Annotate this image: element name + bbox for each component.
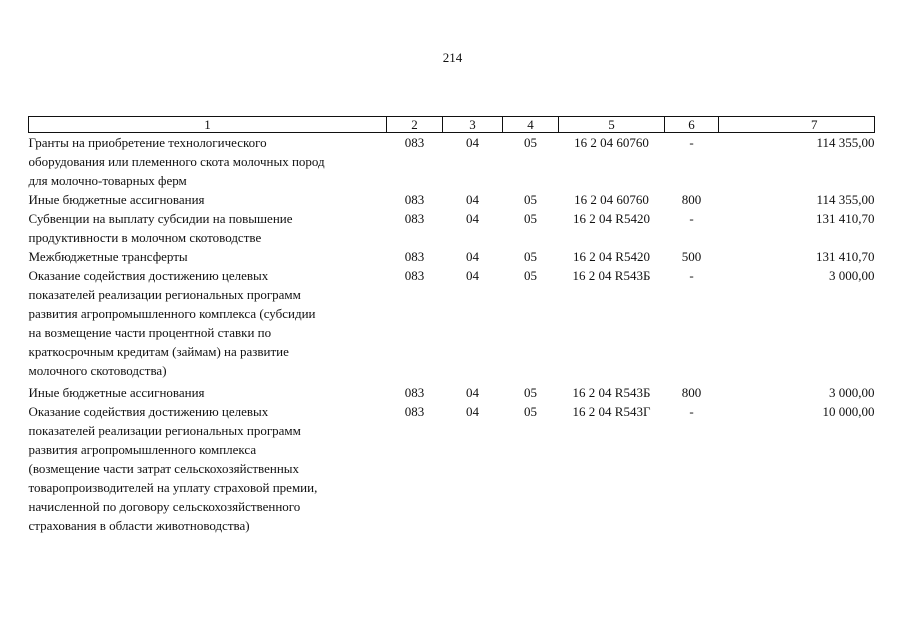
row-code-section: 04 — [466, 268, 479, 283]
table-row — [29, 383, 875, 402]
row-code-target: 16 2 04 R5420 — [573, 249, 650, 264]
row-code-section: 04 — [466, 404, 479, 419]
table-row — [29, 133, 875, 191]
header-col-3: 3 — [443, 117, 503, 133]
row-code-ministry: 083 — [404, 385, 425, 400]
row-code-target: 16 2 04 R5420 — [573, 211, 650, 226]
row-description: Оказание содействия достижению целевых показателей реализации региональных программ развития агропромышленного комплекса (субсидии на возмещение части процентной ставки по краткосрочным кредитам (займам) на развитие молочного скотоводства) — [28, 268, 316, 378]
budget-table — [28, 116, 875, 535]
row-code-target: 16 2 04 60760 — [574, 192, 649, 207]
row-code-section: 04 — [466, 192, 479, 207]
table-row — [29, 190, 875, 209]
row-description: Гранты на приобретение технологического оборудования или племенного скота молочных пород для молочно-товарных ферм — [28, 135, 325, 188]
row-amount: 114 355,00 — [816, 135, 875, 150]
row-code-section: 04 — [466, 135, 479, 150]
row-code-expense-type: 800 — [681, 385, 702, 400]
row-code-ministry: 083 — [404, 249, 425, 264]
table-row — [29, 266, 875, 383]
row-code-expense-type: - — [689, 135, 694, 150]
row-amount: 114 355,00 — [816, 192, 875, 207]
row-amount: 131 410,70 — [816, 249, 875, 264]
row-code-section: 04 — [466, 211, 479, 226]
row-code-subsection: 05 — [524, 404, 537, 419]
row-description: Оказание содействия достижению целевых показателей реализации региональных программ развития агропромышленного комплекса (возмещение части затрат сельскохозяйственных товаропроизводителей на уплату страховой премии, начисленной по договору сельскохозяйственного страхования в области животноводства) — [28, 404, 318, 533]
table-row — [29, 402, 875, 535]
row-code-target: 16 2 04 60760 — [574, 135, 649, 150]
row-code-subsection: 05 — [524, 385, 537, 400]
row-code-section: 04 — [466, 249, 479, 264]
table-row — [29, 209, 875, 247]
row-code-ministry: 083 — [404, 135, 425, 150]
row-code-target: 16 2 04 R543Г — [572, 404, 651, 419]
row-amount: 131 410,70 — [816, 211, 875, 226]
row-code-subsection: 05 — [524, 192, 537, 207]
row-amount: 10 000,00 — [822, 404, 875, 419]
row-code-expense-type: - — [689, 268, 694, 283]
header-col-5: 5 — [559, 117, 665, 133]
table-row — [29, 247, 875, 266]
row-code-subsection: 05 — [524, 135, 537, 150]
row-code-ministry: 083 — [404, 211, 425, 226]
row-description: Иные бюджетные ассигнования — [28, 192, 205, 207]
row-amount: 3 000,00 — [829, 385, 875, 400]
row-code-expense-type: 800 — [681, 192, 702, 207]
row-code-expense-type: - — [689, 211, 694, 226]
row-code-expense-type: 500 — [681, 249, 702, 264]
row-code-ministry: 083 — [404, 404, 425, 419]
row-code-subsection: 05 — [524, 249, 537, 264]
row-code-ministry: 083 — [404, 268, 425, 283]
row-code-section: 04 — [466, 385, 479, 400]
row-amount: 3 000,00 — [829, 268, 875, 283]
row-code-subsection: 05 — [524, 211, 537, 226]
row-description: Субвенции на выплату субсидии на повышение продуктивности в молочном скотоводстве — [28, 211, 293, 245]
header-col-1: 1 — [29, 117, 387, 133]
row-code-ministry: 083 — [404, 192, 425, 207]
table-header — [29, 117, 875, 133]
header-col-7: 7 — [719, 117, 875, 133]
row-code-subsection: 05 — [524, 268, 537, 283]
row-description: Межбюджетные трансферты — [28, 249, 188, 264]
row-description: Иные бюджетные ассигнования — [28, 385, 205, 400]
header-col-6: 6 — [665, 117, 719, 133]
header-row — [29, 117, 875, 133]
row-code-target: 16 2 04 R543Б — [572, 385, 651, 400]
row-code-target: 16 2 04 R543Б — [572, 268, 651, 283]
row-code-expense-type: - — [689, 404, 694, 419]
header-col-4: 4 — [503, 117, 559, 133]
page-number: 214 — [442, 50, 463, 65]
header-col-2: 2 — [387, 117, 443, 133]
table-body — [29, 133, 875, 536]
